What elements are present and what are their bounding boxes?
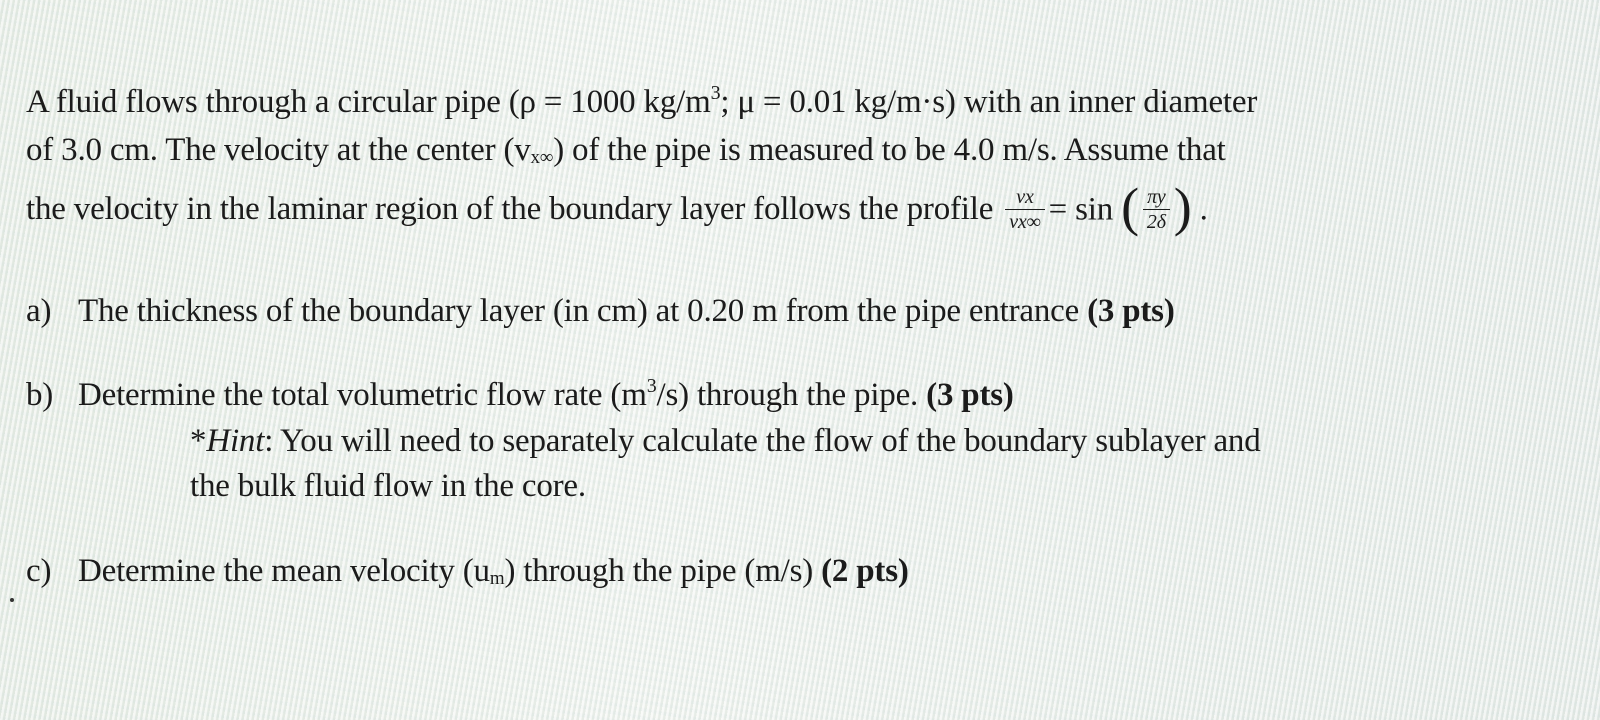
fraction-denominator: vx∞ (1005, 209, 1044, 234)
argument-numerator: πy (1147, 186, 1166, 208)
stray-dot (10, 598, 14, 602)
hint-text: : You will need to separately calculate the flow of the boundary sublayer and (264, 423, 1261, 459)
problem-line-3 (26, 176, 1208, 237)
sine-argument-fraction (1143, 185, 1170, 234)
superscript: 3 (646, 375, 657, 397)
superscript: 3 (710, 82, 721, 104)
subscript: m (489, 568, 505, 589)
points-badge: (2 pts) (821, 553, 909, 589)
problem-line-2 (26, 130, 1226, 178)
hint-line-2 (190, 466, 586, 506)
problem-text: ; μ = 0.01 kg/m·s) with an inner diameter (720, 84, 1258, 120)
problem-line-1 (26, 82, 1257, 122)
points-badge: (3 pts) (926, 377, 1014, 413)
fraction-numerator: vx (1016, 186, 1034, 208)
question-text: ) through the pipe (m/s) (504, 553, 822, 589)
question-label: c) (26, 553, 52, 589)
problem-text: A fluid flows through a circular pipe (ρ = 1000 kg/m (26, 84, 711, 120)
hint-line-1 (190, 421, 1261, 461)
hint-text: the bulk fluid flow in the core. (190, 468, 586, 504)
points-badge: (3 pts) (1087, 293, 1175, 329)
problem-text: of 3.0 cm. The velocity at the center (v (26, 132, 531, 168)
hint-word: Hint (206, 423, 265, 459)
question-text: The thickness of the boundary layer (in cm) at 0.20 m from the pipe entrance (78, 293, 1088, 329)
equals-sin: = sin (1048, 191, 1114, 228)
right-paren: ) (1173, 176, 1192, 237)
problem-text: ) of the pipe is measured to be 4.0 m/s. Assume that (553, 132, 1226, 168)
question-b (26, 375, 1014, 415)
velocity-profile-equation (1001, 176, 1208, 237)
question-text: Determine the mean velocity (u (78, 553, 490, 589)
question-label: b) (26, 377, 54, 413)
question-c (26, 551, 909, 599)
left-paren: ( (1121, 176, 1139, 237)
question-text: Determine the total volumetric flow rate (m (78, 377, 647, 413)
hint-star: * (190, 423, 207, 459)
question-text: /s) through the pipe. (656, 377, 927, 413)
subscript: x∞ (530, 147, 554, 168)
question-a (26, 291, 1175, 331)
period: . (1199, 191, 1208, 228)
question-label: a) (26, 293, 52, 329)
problem-text: the velocity in the laminar region of the boundary layer follows the profile (26, 191, 994, 228)
velocity-ratio-fraction (1005, 185, 1044, 234)
argument-denominator: 2δ (1143, 209, 1170, 234)
